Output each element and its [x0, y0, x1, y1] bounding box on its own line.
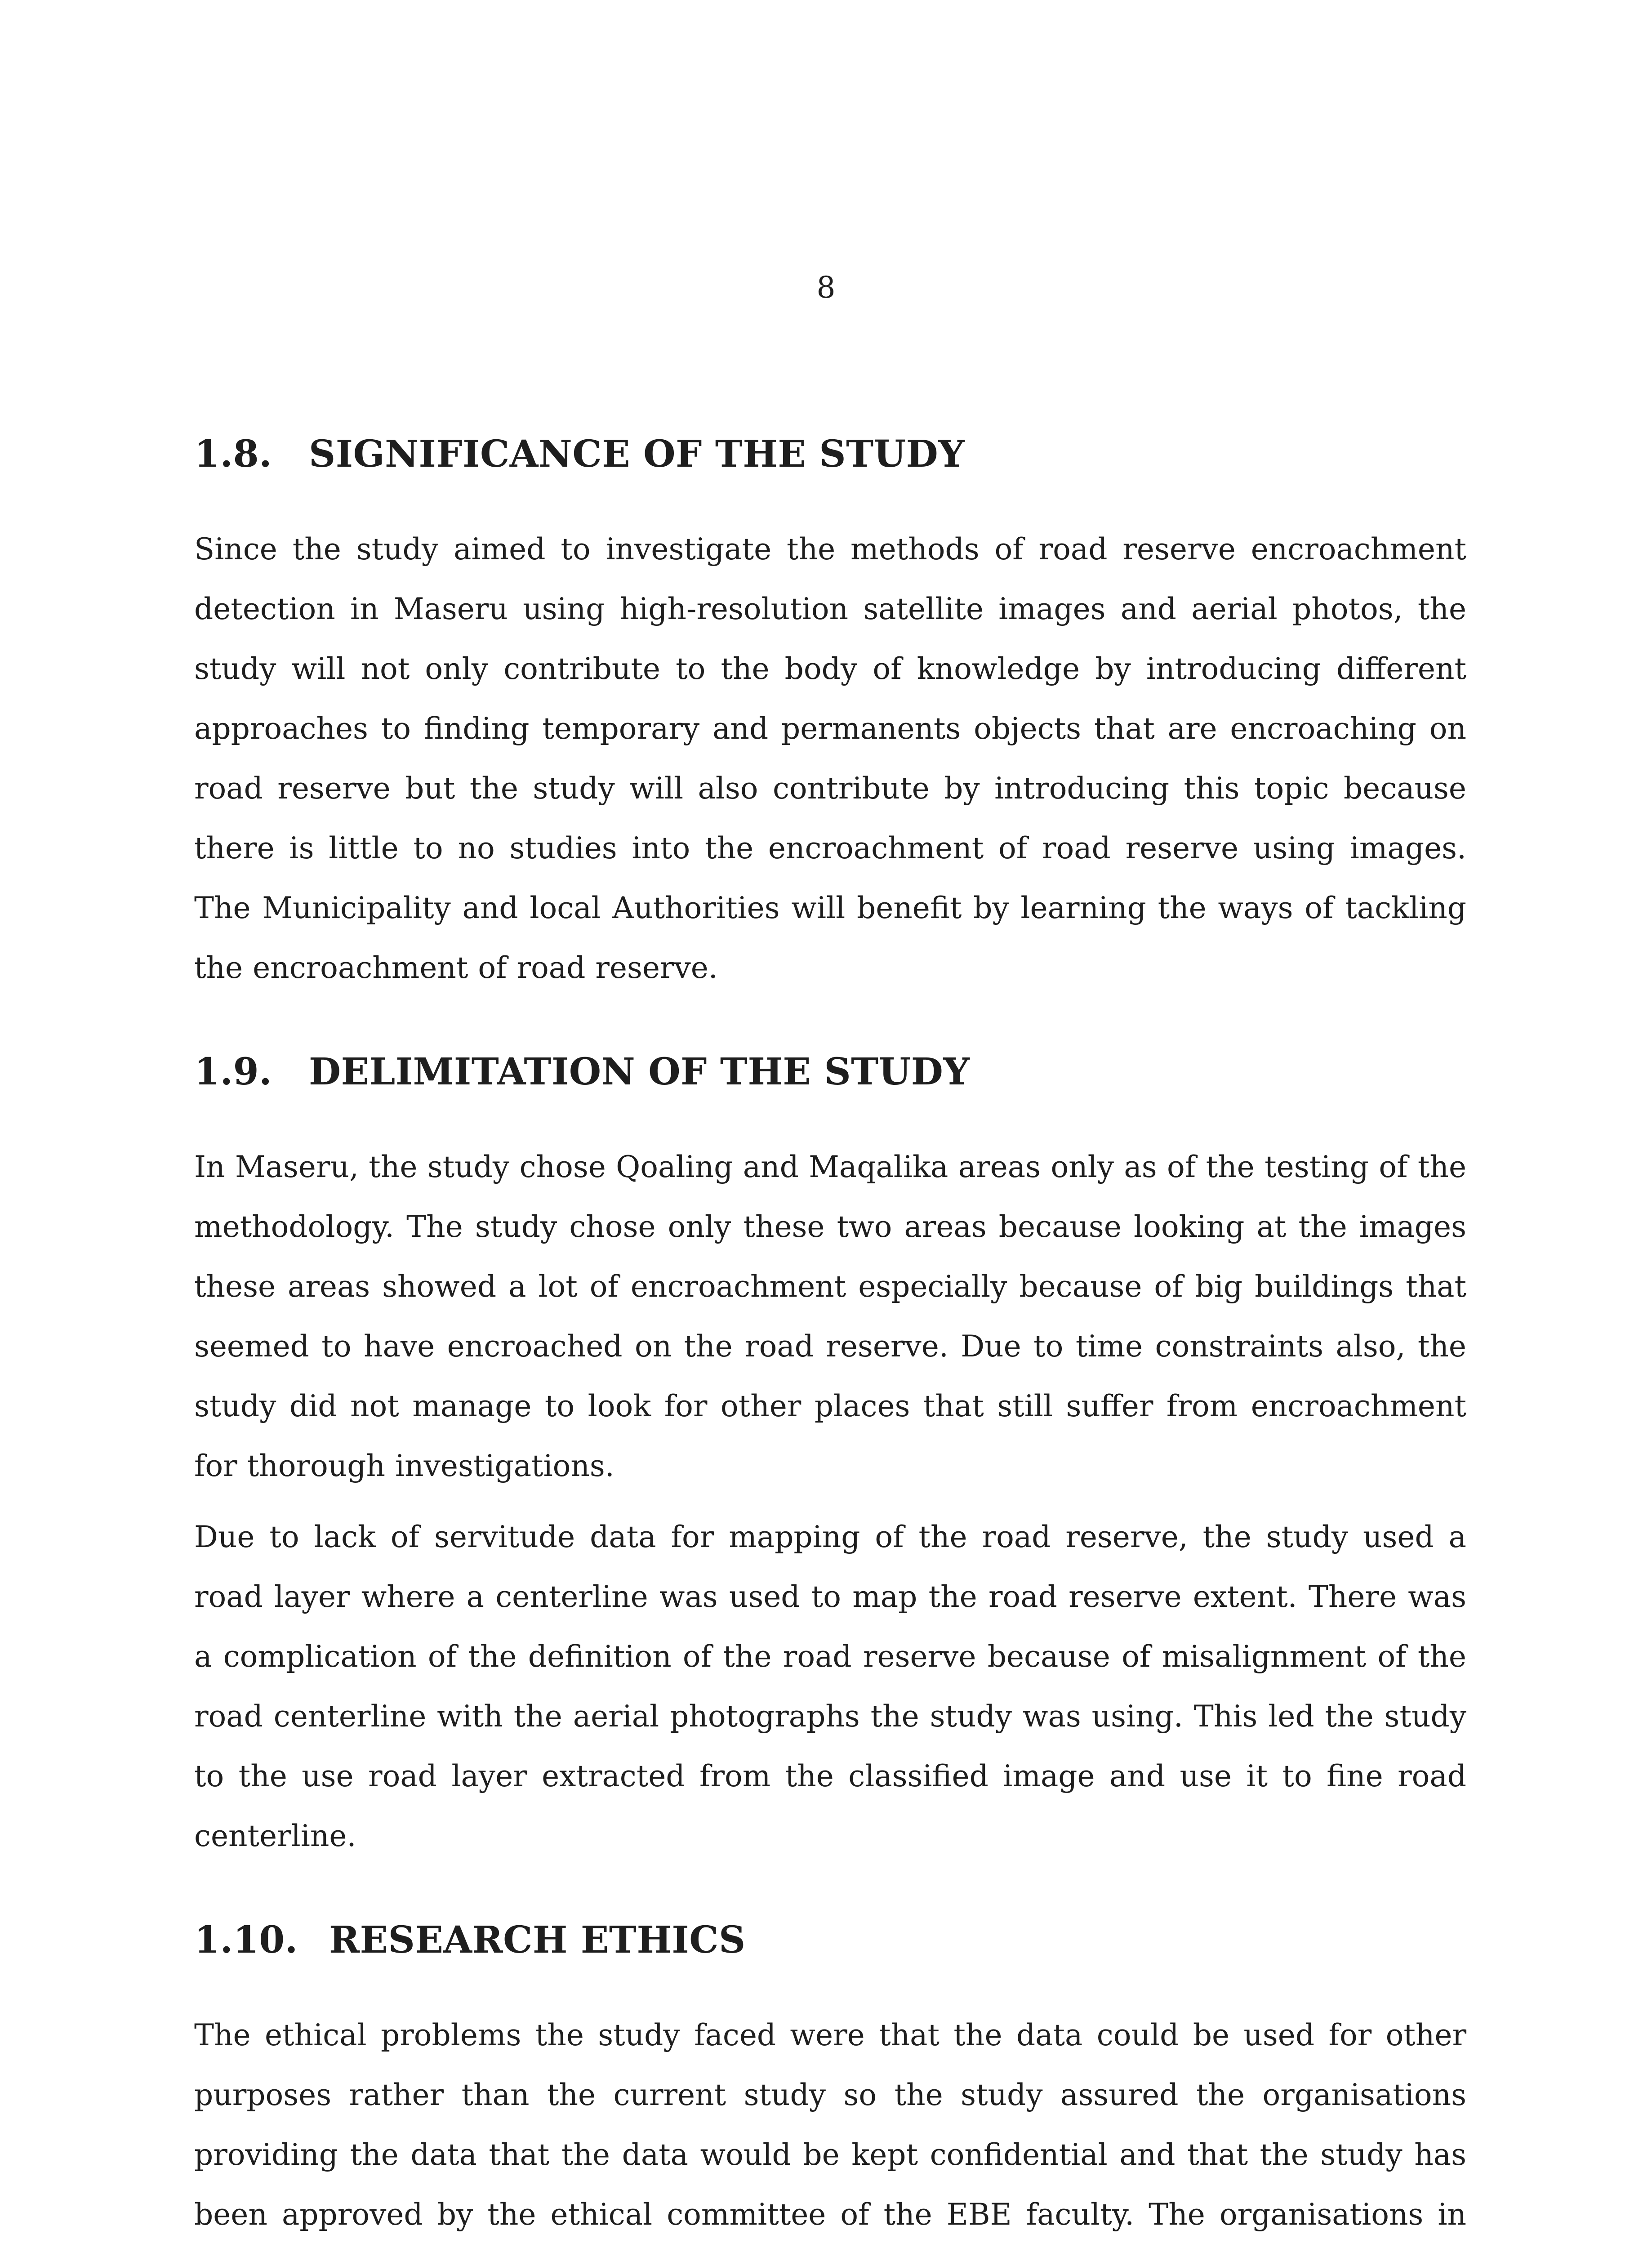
paragraph: In Maseru, the study chose Qoaling and Maqalika areas only as of the testing of the methodology. The study chose only these two areas because looking at the images these areas showed a lot of encroachment especially because of big buildings that seemed to have encroached on the road reserve. Due to time constraints also, the study did not manage to look for other places that still suffer from encroachment for thorough investigations. [194, 1150, 1466, 1483]
section-heading [194, 432, 1466, 477]
section-research-ethics [194, 1918, 1466, 2248]
section-significance [194, 432, 1466, 998]
paragraph: Since the study aimed to investigate the methods of road reserve encroachment detection in Maseru using high-resolution satellite images and aerial photos, the study will not only contribute to the body of knowledge by introducing different approaches to finding temporary and permanents objects that are encroaching on road reserve but the study will also contribute by introducing this topic because there is little to no studies into the encroachment of road reserve using images. The Municipality and local Authorities will benefit by learning the ways of tackling the encroachment of road reserve. [194, 532, 1466, 985]
section-title: DELIMITATION OF THE STUDY [309, 1050, 970, 1093]
section-heading [194, 1049, 1466, 1094]
section-title: RESEARCH ETHICS [329, 1918, 746, 1962]
page-content [194, 432, 1466, 2248]
section-number: 1.9. [194, 1050, 272, 1093]
section-number: 1.8. [194, 433, 272, 476]
paragraph: Due to lack of servitude data for mapping of the road reserve, the study used a road layer where a centerline was used to map the road reserve extent. There was a complication of the definition of the road reserve because of misalignment of the road centerline with the aerial photographs the study was using. This led the study to the use road layer extracted from the classified image and use it to fine road centerline. [194, 1520, 1466, 1853]
section-title: SIGNIFICANCE OF THE STUDY [309, 433, 965, 476]
section-delimitation [194, 1049, 1466, 1866]
section-number: 1.10. [194, 1918, 298, 1962]
paragraph: The ethical problems the study faced were that the data could be used for other purposes rather than the current study so the study assured the organisations providing the data that the data would be kept confidential and that the study has been approved by the ethical committee of the EBE faculty. The organisations in [194, 2018, 1466, 2232]
page-number: 8 [816, 270, 836, 305]
section-heading [194, 1918, 1466, 1963]
